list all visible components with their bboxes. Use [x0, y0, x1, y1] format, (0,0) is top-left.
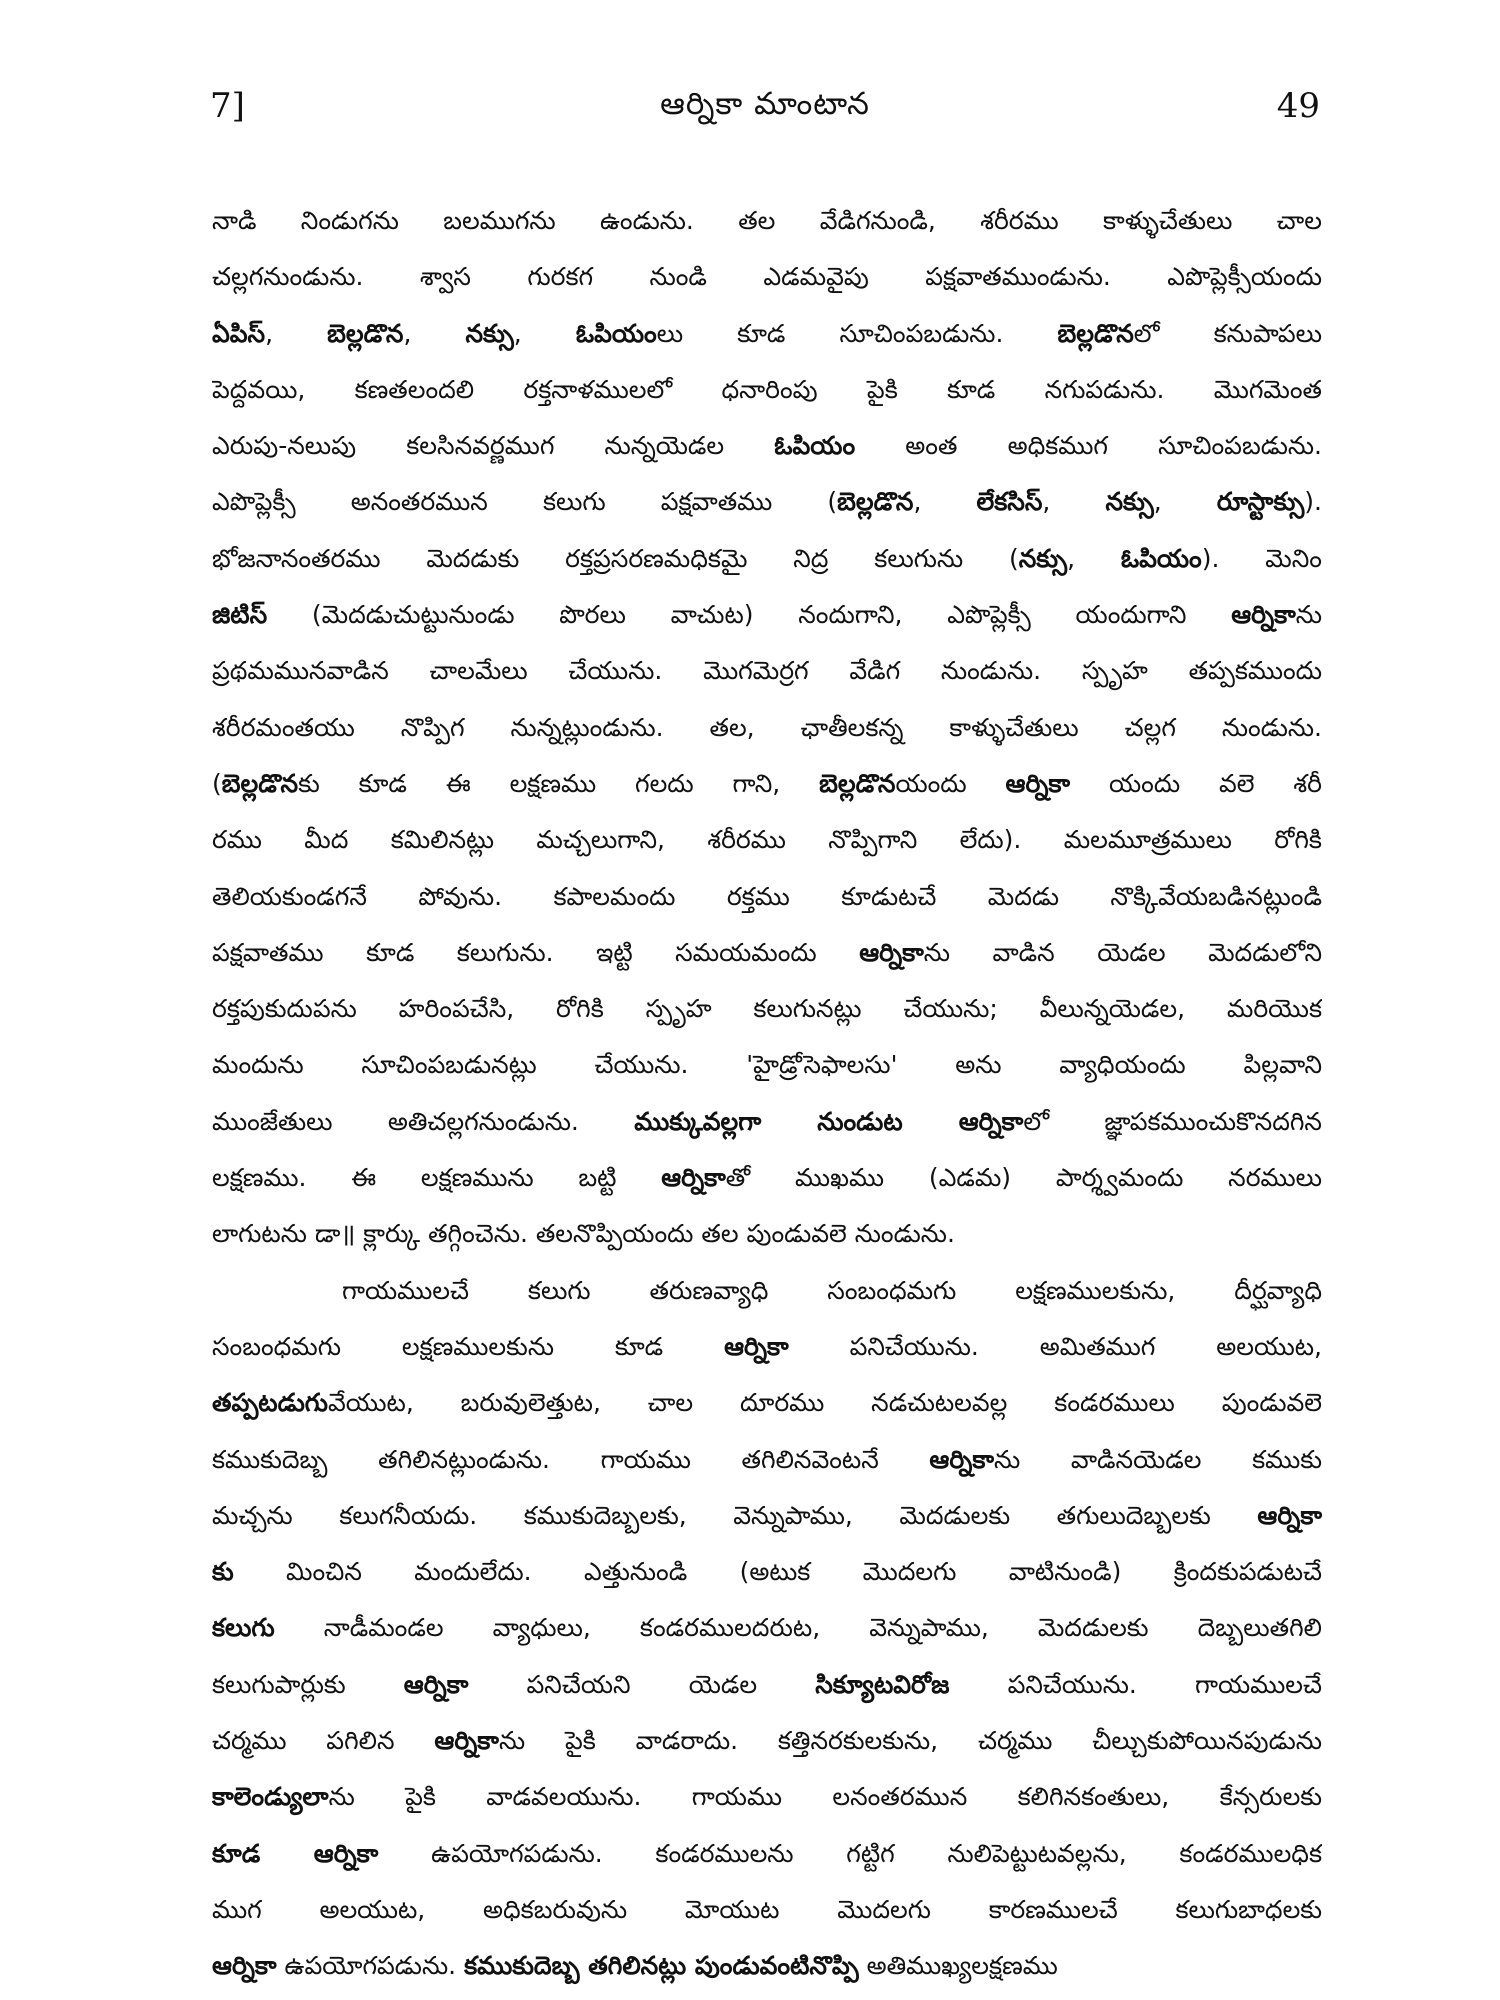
- text-segment: ను వాడిన యెడల మెదడులోని: [923, 937, 1322, 967]
- text-segment: పక్షవాతము కూడ కలుగును. ఇట్టి సమయమందు: [212, 937, 860, 967]
- text-line: [212, 981, 1322, 1037]
- text-line: [212, 1769, 1322, 1825]
- text-segment: ఎరుపు-నలుపు కలసినవర్ణముగ నున్నయెడల: [212, 431, 775, 461]
- text-line: [212, 306, 1322, 362]
- bold-remedy-text: ఆర్నికా: [859, 937, 924, 967]
- text-line: [212, 587, 1322, 643]
- text-segment: ప్రథమమునవాడిన చాలమేలు చేయును. మొగమెర్రగ వేడిగ నుండును. స్పృహ తప్పకముందు: [212, 656, 1322, 686]
- text-line: [212, 418, 1322, 474]
- bold-remedy-text: లేకసిస్: [976, 487, 1043, 517]
- text-segment: నాడి నిండుగను బలముగను ఉండును. తల వేడిగనుండి, శరీరము కాళ్ళుచేతులు చాల: [212, 206, 1322, 235]
- running-header: [200, 80, 1330, 140]
- text-segment: ,: [913, 487, 977, 517]
- bold-remedy-text: ముక్కువల్లగా నుండుట ఆర్నికా: [634, 1106, 1024, 1136]
- text-segment: రము మీద కమిలినట్లు మచ్చలుగాని, శరీరము నొప్పిగాని లేదు). మలమూత్రములు రోగికి: [212, 825, 1322, 855]
- bold-remedy-text: కు: [212, 1557, 234, 1587]
- bold-remedy-text: బెల్లడొన: [837, 487, 914, 517]
- text-line: [212, 812, 1322, 868]
- text-segment: ,: [403, 318, 466, 348]
- text-segment: ను వాడినయెడల కముకు: [994, 1444, 1322, 1474]
- body-text: [212, 193, 1322, 1995]
- text-segment: ).: [1304, 487, 1322, 517]
- text-segment: వేయుట, బరువులెత్తుట, చాల దూరము నడచుటలవల్ల కండరములు పుండువలె: [327, 1388, 1322, 1418]
- text-segment: అతిముఖ్యలక్షణము: [858, 1951, 1058, 1981]
- text-line: [212, 474, 1322, 530]
- bold-remedy-text: ఆర్నికా: [1257, 1500, 1322, 1530]
- text-segment: కలుగుపార్లుకు: [212, 1669, 404, 1699]
- bold-remedy-text: ఓపియం: [774, 431, 856, 461]
- text-segment: పనిచేయును. అమితముగ అలయుట,: [788, 1331, 1322, 1361]
- bold-remedy-text: ఓపియం: [575, 318, 657, 348]
- bold-remedy-text: బెల్లడొన: [221, 768, 299, 798]
- text-segment: నాడీమండల వ్యాధులు, కండరములదరుట, వెన్నుపాము, మెదడులకు దెబ్బలుతగిలి: [274, 1613, 1322, 1643]
- paragraph: [212, 1263, 1322, 1995]
- text-segment: ). మెనిం: [1201, 543, 1322, 573]
- text-line: [212, 1432, 1322, 1488]
- text-segment: ,: [513, 318, 576, 348]
- text-segment: ,: [1153, 487, 1217, 517]
- text-segment: భోజనానంతరము మెదడుకు రక్తప్రసరణమధికమై నిద్ర కలుగును (: [212, 543, 1019, 573]
- text-segment: మచ్చను కలుగనీయదు. కముకుదెబ్బలకు, వెన్నుపాము, మెదడులకు తగులుదెబ్బలకు: [212, 1500, 1258, 1530]
- bold-remedy-text: ఆర్నికా: [403, 1669, 469, 1699]
- text-segment: మందును సూచింపబడునట్లు చేయును. 'హైడ్రోసెఫాలసు' అను వ్యాధియందు పిల్లవాని: [212, 1050, 1322, 1080]
- bold-remedy-text: బెల్లడొన: [819, 768, 896, 798]
- text-segment: అంత అధికముగ సూచింపబడును.: [855, 431, 1322, 461]
- text-line: [212, 643, 1322, 699]
- bold-remedy-text: ఓపియం: [1120, 543, 1202, 573]
- paragraph: [212, 193, 1322, 1263]
- text-segment: ముగ అలయుట, అధికబరువును మోయుట మొదలగు కారణములచే కలుగుబాధలకు: [212, 1894, 1322, 1924]
- text-segment: ను: [1295, 600, 1322, 630]
- text-segment: పనిచేయును. గాయములచే: [949, 1669, 1322, 1699]
- text-line: [212, 700, 1322, 756]
- bold-remedy-text: సిక్యూటవిరోజ: [815, 1669, 950, 1699]
- text-segment: యందు: [895, 768, 1006, 798]
- text-segment: (: [212, 768, 222, 798]
- text-line: [212, 1488, 1322, 1544]
- bold-remedy-text: నక్సు: [1105, 487, 1154, 517]
- text-segment: మించిన మందులేదు. ఎత్తునుండి (అటుక మొదలగు వాటినుండి) క్రిందకుపడుటచే: [233, 1557, 1322, 1587]
- text-line: [212, 1657, 1322, 1713]
- text-segment: పనిచేయని యెడల: [468, 1669, 816, 1699]
- text-segment: ఎపొప్లెక్సీ అనంతరమున కలుగు పక్షవాతము (: [212, 487, 838, 517]
- text-segment: కముకుదెబ్బ తగిలినట్లుండును. గాయము తగిలినవెంటనే: [212, 1444, 930, 1474]
- text-line: [212, 249, 1322, 305]
- text-line: [212, 925, 1322, 981]
- text-segment: గాయములచే కలుగు తరుణవ్యాధి సంబంధమగు లక్షణములకును, దీర్ఘవ్యాధి: [342, 1275, 1322, 1305]
- bold-remedy-text: ఆర్నికా: [929, 1444, 995, 1474]
- text-segment: సంబంధమగు లక్షణములకును కూడ: [212, 1331, 725, 1361]
- text-segment: చర్మము పగిలిన: [212, 1726, 435, 1756]
- bold-remedy-text: తప్పటడుగు: [212, 1388, 328, 1418]
- bold-remedy-text: జిటిస్: [212, 600, 268, 630]
- text-segment: లక్షణము. ఈ లక్షణమును బట్టి: [212, 1163, 662, 1193]
- text-segment: ఉపయోగపడును.: [276, 1951, 465, 1981]
- bold-remedy-text: కూడ ఆర్నికా: [212, 1838, 379, 1868]
- text-line: [212, 1826, 1322, 1882]
- text-line: [212, 1319, 1322, 1375]
- bold-remedy-text: కముకుదెబ్బ తగిలినట్లు పుండువంటినొప్పి: [464, 1951, 859, 1981]
- bold-remedy-text: కాలెండ్యులా: [212, 1782, 329, 1812]
- text-line: [212, 1600, 1322, 1656]
- text-segment: రక్తపుకుదుపను హరింపచేసి, రోగికి స్పృహ కలుగునట్లు చేయును; వీలున్నయెడల, మరియొక: [212, 994, 1322, 1024]
- text-segment: (మెదడుచుట్టునుండు పొరలు వాచుట) నందుగాని, ఎపొప్లెక్సీ యందుగాని: [267, 600, 1232, 630]
- chapter-number: 7]: [210, 86, 245, 126]
- text-line: [212, 1375, 1322, 1431]
- text-segment: లో జ్ఞాపకముంచుకొనదగిన: [1023, 1106, 1322, 1136]
- text-line: [212, 193, 1322, 249]
- bold-remedy-text: నక్సు: [1018, 543, 1068, 573]
- bold-remedy-text: బెల్లడొన: [1057, 318, 1134, 348]
- text-segment: ,: [1042, 487, 1106, 517]
- text-segment: పెద్దవయి, కణతలందలి రక్తనాళములలో ధనారింపు పైకి కూడ నగుపడును. మొగమెంత: [212, 374, 1322, 404]
- text-line: [212, 1037, 1322, 1093]
- text-line: [212, 1206, 1322, 1262]
- text-line: [212, 1938, 1322, 1994]
- page-title: ఆర్నికా మాంటాన: [660, 86, 870, 122]
- bold-remedy-text: ఆర్నికా: [661, 1163, 726, 1193]
- page-number: 49: [1276, 86, 1320, 126]
- bold-remedy-text: ఆర్నికా: [1231, 600, 1296, 630]
- bold-remedy-text: ఆర్నికా: [434, 1726, 499, 1756]
- bold-remedy-text: కలుగు: [212, 1613, 275, 1643]
- text-line: [212, 869, 1322, 925]
- text-line: [212, 1150, 1322, 1206]
- text-segment: ముంజేతులు అతిచల్లగనుండును.: [212, 1106, 635, 1136]
- text-line: [212, 362, 1322, 418]
- bold-remedy-text: ఆర్నికా: [724, 1331, 789, 1361]
- text-segment: యందు వలె శరీ: [1070, 768, 1322, 798]
- text-line: [212, 1882, 1322, 1938]
- text-segment: శరీరమంతయు నొప్పిగ నున్నట్లుండును. తల, ఛాతీలకన్న కాళ్ళుచేతులు చల్లగ నుండును.: [212, 712, 1322, 742]
- text-line: [212, 531, 1322, 587]
- text-line: [212, 1263, 1322, 1319]
- text-segment: ను పైకి వాడవలయును. గాయము లనంతరమున కలిగినకంతులు, కేన్సరులకు: [328, 1782, 1322, 1812]
- bold-remedy-text: నక్సు: [465, 318, 514, 348]
- text-segment: ,: [265, 318, 328, 348]
- text-line: [212, 1713, 1322, 1769]
- text-segment: లో కనుపాపలు: [1133, 318, 1322, 348]
- text-segment: లు కూడ సూచింపబడును.: [656, 318, 1058, 348]
- text-segment: ఉపయోగపడును. కండరములను గట్టిగ నులిపెట్టుటవల్లను, కండరములధిక: [378, 1838, 1322, 1868]
- text-line: [212, 1094, 1322, 1150]
- text-segment: లాగుటను డా॥ క్లార్కు తగ్గించెను. తలనొప్పియందు తల పుండువలె నుండును.: [212, 1219, 955, 1249]
- text-segment: ను పైకి వాడరాదు. కత్తినరకులకును, చర్మము చీల్చుకుపోయినపుడును: [498, 1726, 1322, 1756]
- bold-remedy-text: ఆర్నికా: [1005, 768, 1071, 798]
- bold-remedy-text: ఆర్నికా: [212, 1951, 277, 1981]
- text-segment: చల్లగనుండును. శ్వాస గురకగ నుండి ఎడమవైపు పక్షవాతముండును. ఎపొప్లెక్సీయందు: [212, 262, 1322, 292]
- text-segment: ,: [1067, 543, 1121, 573]
- text-line: [212, 1544, 1322, 1600]
- text-segment: కు కూడ ఈ లక్షణము గలదు గాని,: [298, 768, 820, 798]
- bold-remedy-text: రూస్టాక్సు: [1216, 487, 1305, 517]
- text-line: [212, 756, 1322, 812]
- text-segment: తో ముఖము (ఎడమ) పార్శ్వమందు నరములు: [725, 1163, 1322, 1193]
- bold-remedy-text: బెల్లడొన: [327, 318, 404, 348]
- text-segment: తెలియకుండగనే పోవును. కపాలమందు రక్తము కూడుటచే మెదడు నొక్కివేయబడినట్లుండి: [212, 881, 1322, 911]
- bold-remedy-text: ఏపిస్: [212, 318, 266, 348]
